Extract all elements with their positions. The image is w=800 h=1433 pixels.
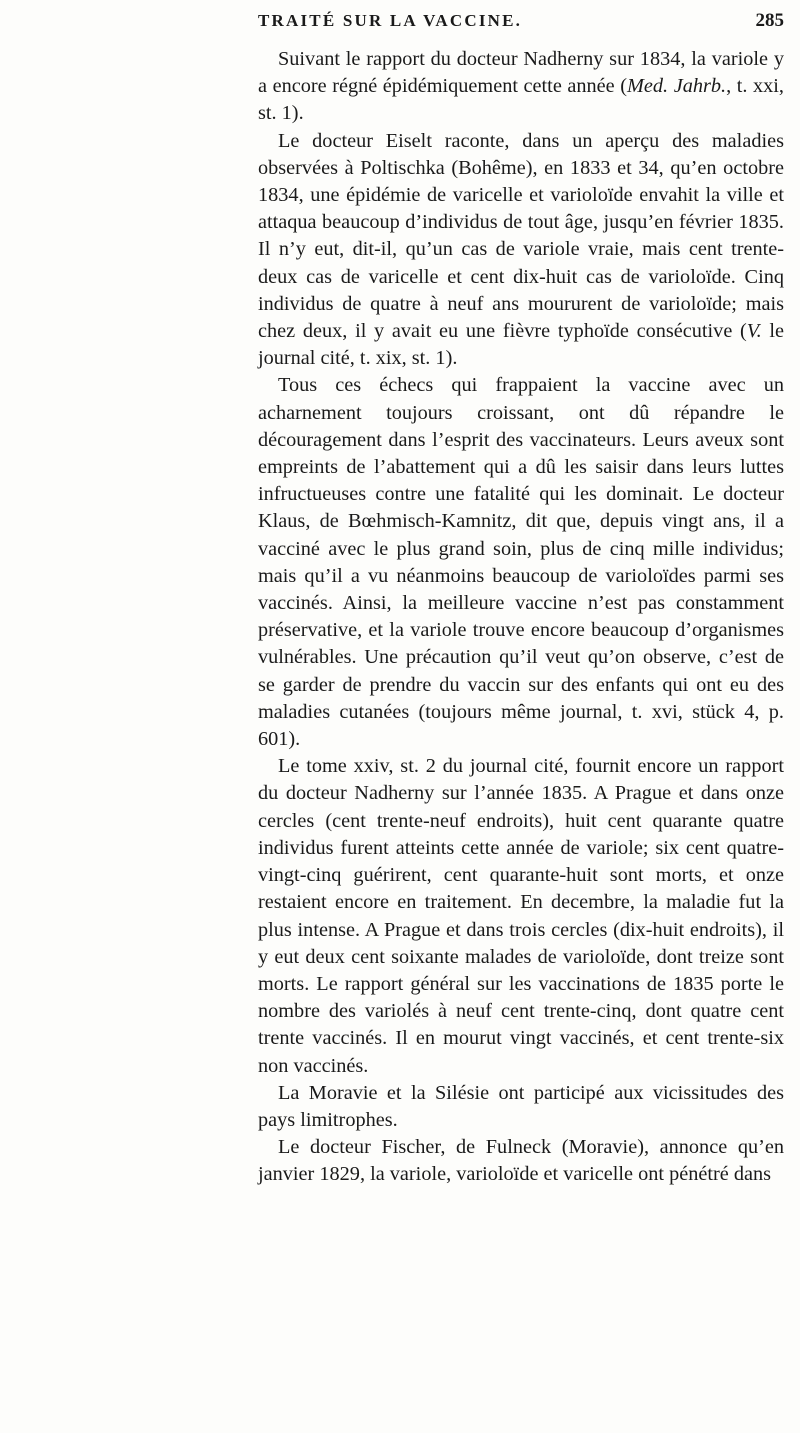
paragraph-nadherny-1835 xyxy=(258,753,784,1079)
italic-text-run: Med. Jahrb. xyxy=(627,75,727,98)
page-number: 285 xyxy=(755,10,784,31)
paragraph-eiselt xyxy=(258,128,784,373)
text-run: le journal cité, t. xix, st. 1). xyxy=(258,320,784,370)
running-head xyxy=(258,10,784,40)
text-run: Le tome xxiv, st. 2 du journal cité, fournit encore un rapport du docteur Nadherny sur l’année 1835. A Prague et dans onze cercles (cent trente-neuf endroits), huit cent quarante quatre individus furent atteints cette année de variole; six cent quatre-vingt-cinq guérirent, cent quarante-huit sont morts, et onze restaient encore en traitement. En decembre, la maladie fut la plus intense. A Prague et dans trois cercles (dix-huit endroits), il y eut deux cent soixante malades de varioloïde, dont treize sont morts. Le rapport général sur les vaccinations de 1835 porte le nombre des variolés à neuf cent trente-cinq, dont quatre cent trente vaccinés. Il en mourut vingt vaccinés, et cent trente-six non vaccinés. xyxy=(258,755,784,1077)
text-run: Le docteur Eiselt raconte, dans un aperçu des maladies observées à Poltischka (Bohême), en 1833 et 34, qu’en octobre 1834, une épidémie de varicelle et varioloïde envahit la ville et attaqua beaucoup d’individus de tout âge, jusqu’en février 1835. Il n’y eut, dit-il, qu’un cas de variole vraie, mais cent trente-deux cas de varicelle et cent dix-huit cas de varioloïde. Cinq individus de quatre à neuf ans moururent de varioloïde; mais chez deux, il y avait eu une fièvre typhoïde consécutive ( xyxy=(258,129,784,343)
text-run: Le docteur Fischer, de Fulneck (Moravie), annonce qu’en janvier 1829, la variole, varioloïde et varicelle ont pénétré dans xyxy=(258,1136,784,1186)
paragraph-moravie xyxy=(258,1080,784,1134)
text-run: , t. xxi, st. 1). xyxy=(258,75,785,125)
text-run: Suivant le rapport du docteur Nadherny sur 1834, la variole y a encore régné épidémiquement cette année ( xyxy=(258,48,784,98)
italic-text-run: V. xyxy=(746,320,762,343)
paragraph-nadherny-1834 xyxy=(258,46,784,128)
paragraph-fischer xyxy=(258,1134,784,1188)
body-text xyxy=(258,46,784,1189)
running-title: TRAITÉ SUR LA VACCINE. xyxy=(258,11,523,30)
paragraph-echecs xyxy=(258,372,784,753)
text-run: La Moravie et la Silésie ont participé aux vicissitudes des pays limitrophes. xyxy=(258,1081,784,1131)
text-run: Tous ces échecs qui frappaient la vaccine avec un acharnement toujours croissant, ont dû répandre le découragement dans l’esprit des vaccinateurs. Leurs aveux sont empreints de l’abattement qui a dû les saisir dans leurs luttes infructueuses contre une fatalité qui les dominait. Le docteur Klaus, de Bœhmisch-Kamnitz, dit que, depuis vingt ans, il a vacciné avec le plus grand soin, plus de cinq mille individus; mais qu’il a vu néanmoins beaucoup de varioloïdes parmi ses vaccinés. Ainsi, la meilleure vaccine n’est pas constamment préservative, et la variole trouve encore beaucoup d’organismes vulnérables. Une précaution qu’il veut qu’on observe, c’est de se garder de prendre du vaccin sur des enfants qui ont eu des maladies cutanées (toujours même journal, t. xvi, stück 4, p. 601). xyxy=(258,374,784,751)
